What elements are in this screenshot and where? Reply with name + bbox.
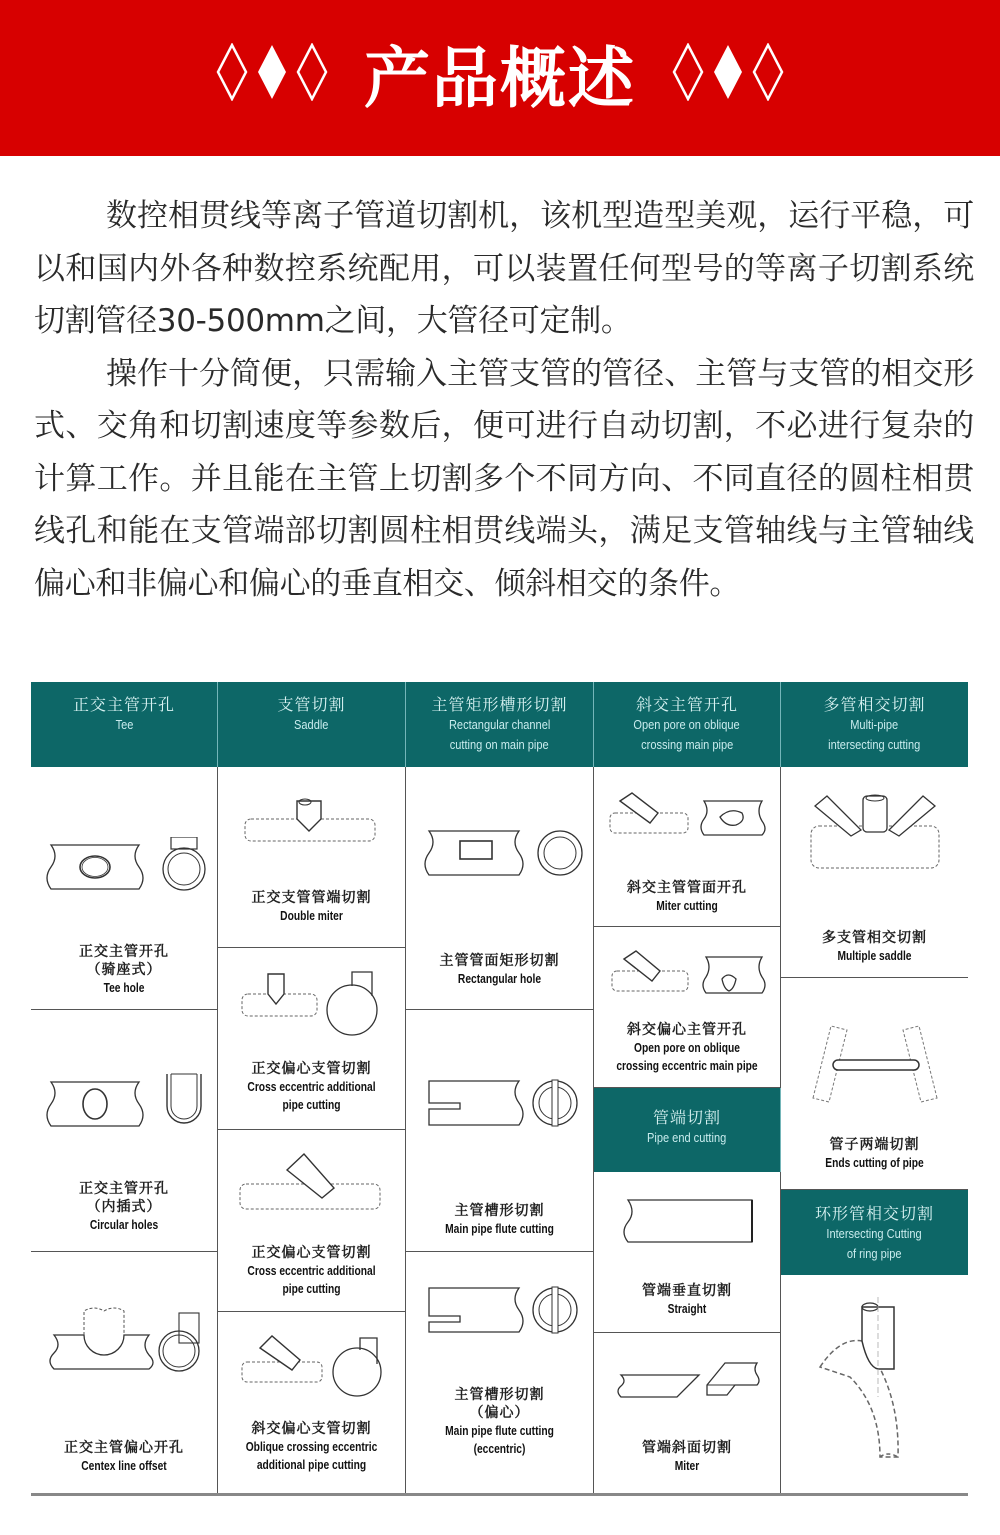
- cell-caption: 斜交偏心主管开孔 Open pore on oblique crossing eccentric main pipe: [616, 1022, 758, 1073]
- cell-cross-eccentric-angled: [218, 1130, 406, 1312]
- oblique-eccentric-pore-diagram-icon: [594, 949, 780, 1004]
- cell-double-miter: [218, 767, 406, 948]
- multiple-saddle-diagram-icon: [781, 792, 968, 872]
- straight-end-diagram-icon: [594, 1196, 780, 1246]
- diamond-filled-icon: [712, 43, 744, 101]
- column-header-saddle: 支管切割 Saddle: [218, 682, 406, 767]
- cell-caption: 管端垂直切割 Straight: [642, 1283, 732, 1316]
- ends-cutting-diagram-icon: [781, 1024, 968, 1104]
- miter-end-diagram-icon: [594, 1355, 780, 1405]
- tee-hole-diagram-icon: [31, 837, 217, 897]
- cell-rectangular-hole: [406, 767, 594, 1010]
- cell-caption: 管端斜面切割 Miter: [642, 1440, 732, 1473]
- page-title: 产品概述: [364, 39, 636, 117]
- rectangular-hole-diagram-icon: [406, 825, 593, 880]
- circular-holes-diagram-icon: [31, 1072, 217, 1132]
- cutting-types-table: [31, 682, 968, 1495]
- right-diamond-group: [672, 43, 784, 101]
- cell-caption: 正交偏心支管切割 Cross eccentric additional pipe cutting: [247, 1245, 376, 1296]
- diamond-outline-icon: [752, 43, 784, 101]
- cell-circular-holes: [31, 1010, 218, 1252]
- cross-eccentric-diagram-icon: [218, 966, 405, 1036]
- diamond-outline-icon: [216, 43, 248, 101]
- description-paragraph: 操作十分简便，只需输入主管支管的管径、主管与支管的相交形式、交角和切割速度等参数后，便可进行自动切割，不必进行复杂的计算工作。并且能在主管上切割多个不同方向、不同直径的圆柱相贯线孔和能在支管端部切割圆柱相贯线端头，满足支管轴线与主管轴线偏心和非偏心和偏心的垂直相交、倾斜相交的条件。: [34, 355, 974, 602]
- cell-oblique-eccentric-pore: [594, 927, 781, 1088]
- cell-centex-line-offset: [31, 1252, 218, 1495]
- cell-straight: [594, 1172, 781, 1333]
- oblique-eccentric-diagram-icon: [218, 1330, 405, 1400]
- diamond-filled-icon: [256, 43, 288, 101]
- column-header-multi-pipe: 多管相交切割 Multi-pipe intersecting cutting: [781, 682, 968, 767]
- cell-caption: 主管管面矩形切割 Rectangular hole: [439, 953, 560, 986]
- cell-caption: 正交偏心支管切割 Cross eccentric additional pipe cutting: [247, 1061, 376, 1112]
- cell-caption: 多支管相交切割 Multiple saddle: [822, 930, 927, 963]
- centex-line-offset-diagram-icon: [31, 1307, 217, 1377]
- cell-ends-cutting: [781, 978, 968, 1190]
- cell-multiple-saddle: [781, 767, 968, 978]
- section-header-ring-pipe: 环形管相交切割 Intersecting Cutting of ring pipe: [781, 1190, 968, 1275]
- column-header-oblique-pore: 斜交主管开孔 Open pore on oblique crossing main pipe: [594, 682, 781, 767]
- cell-oblique-eccentric: [218, 1312, 406, 1495]
- column-header-tee: 正交主管开孔 Tee: [31, 682, 218, 767]
- cell-miter-cutting: [594, 767, 781, 927]
- section-header-pipe-end-cutting: 管端切割 Pipe end cutting: [594, 1088, 781, 1172]
- double-miter-diagram-icon: [218, 797, 405, 847]
- cell-flute-eccentric: [406, 1252, 594, 1495]
- miter-cutting-diagram-icon: [594, 791, 780, 846]
- cell-caption: 斜交主管管面开孔 Miter cutting: [627, 880, 747, 913]
- cell-flute-cutting: [406, 1010, 594, 1252]
- flute-cutting-diagram-icon: [406, 1075, 593, 1130]
- ring-pipe-diagram-icon: [781, 1297, 968, 1462]
- flute-eccentric-diagram-icon: [406, 1284, 593, 1339]
- cell-caption: 主管槽形切割 （偏心） Main pipe flute cutting (eccentric): [445, 1387, 554, 1456]
- product-description: [34, 190, 974, 610]
- cell-caption: 斜交偏心支管切割 Oblique crossing eccentric additional pipe cutting: [245, 1421, 378, 1472]
- cross-eccentric-angled-diagram-icon: [218, 1152, 405, 1217]
- table-bottom-rule: [31, 1493, 968, 1496]
- description-paragraph: 数控相贯线等离子管道切割机，该机型造型美观，运行平稳，可以和国内外各种数控系统配用，可以装置任何型号的等离子切割系统切割管径30-500mm之间，大管径可定制。: [34, 198, 974, 339]
- column-header-rectangular-channel: 主管矩形槽形切割 Rectangular channel cutting on main pipe: [406, 682, 594, 767]
- cell-ring-pipe: [781, 1275, 968, 1495]
- diamond-outline-icon: [672, 43, 704, 101]
- cell-caption: 正交主管开孔 （内插式） Circular holes: [79, 1181, 169, 1232]
- cell-caption: 正交支管管端切割 Double miter: [251, 890, 372, 923]
- cell-cross-eccentric: [218, 948, 406, 1130]
- left-diamond-group: [216, 43, 328, 101]
- cell-caption: 正交主管偏心开孔 Centex line offset: [64, 1440, 184, 1473]
- cell-tee-hole: [31, 767, 218, 1010]
- diamond-outline-icon: [296, 43, 328, 101]
- cell-caption: 主管槽形切割 Main pipe flute cutting: [445, 1203, 554, 1236]
- cell-caption: 管子两端切割 Ends cutting of pipe: [825, 1137, 924, 1170]
- cell-caption: 正交主管开孔 （骑座式） Tee hole: [79, 944, 169, 995]
- title-banner: [0, 0, 1000, 156]
- cell-miter: [594, 1333, 781, 1495]
